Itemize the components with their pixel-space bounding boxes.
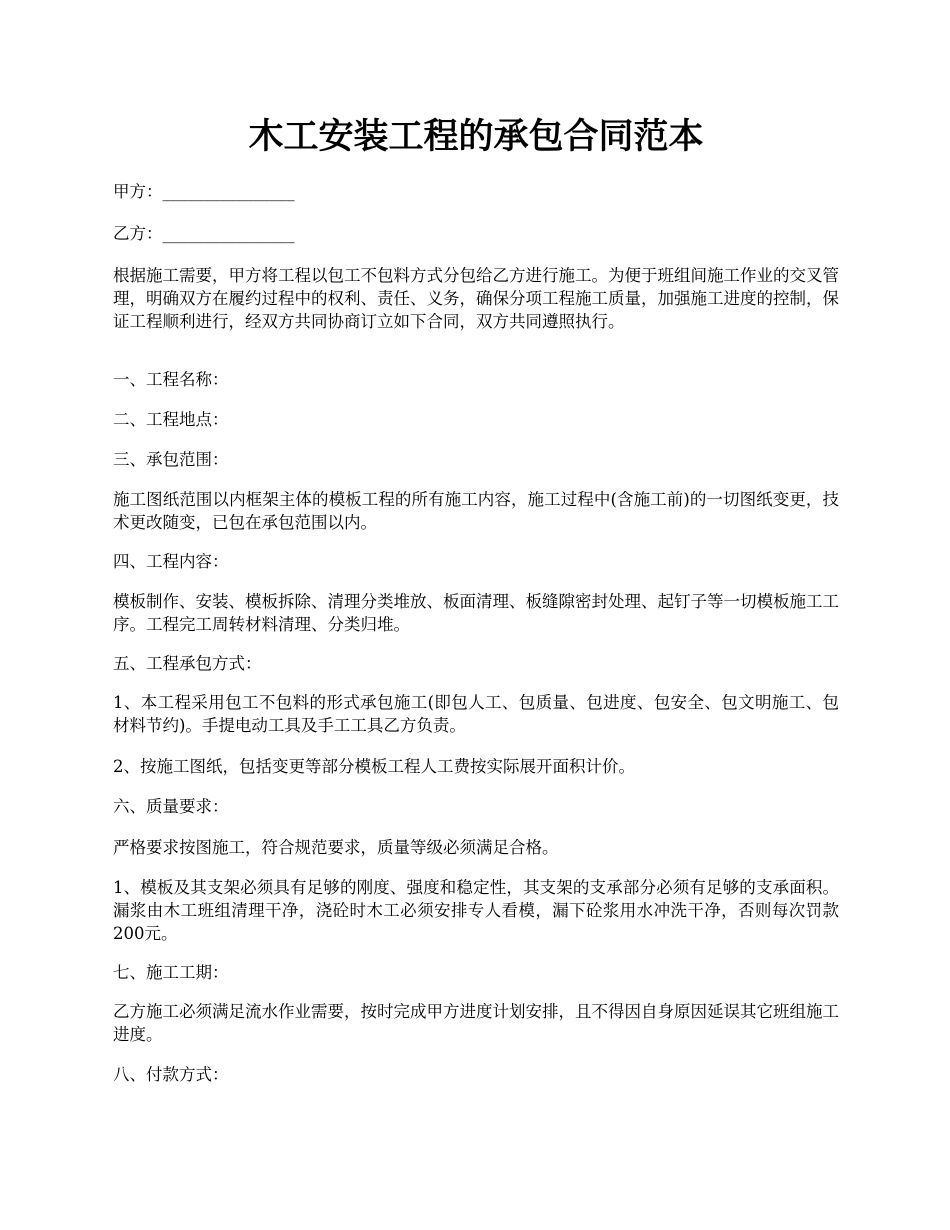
section-5-item-2: 2、按施工图纸，包括变更等部分模板工程人工费按实际展开面积计价。 (113, 757, 635, 776)
section-1-heading: 一、工程名称： (113, 370, 229, 389)
section-6-heading: 六、质量要求： (113, 797, 229, 816)
section-2-heading: 二、工程地点： (113, 410, 229, 429)
section-5-heading: 五、工程承包方式： (113, 654, 262, 673)
intro-paragraph: 根据施工需要，甲方将工程以包工不包料方式分包给乙方进行施工。为便于班组间施工作业的交叉管理，明确双方在履约过程中的权利、责任、义务，确保分项工程施工质量，加强施工进度的控制，保证工程顺利进行，经双方共同协商订立如下合同，双方共同遵照执行。 (113, 266, 839, 331)
section-6-text: 严格要求按图施工，符合规范要求，质量等级必须满足合格。 (113, 838, 559, 857)
section-3-text: 施工图纸范围以内框架主体的模板工程的所有施工内容，施工过程中(含施工前)的一切图纸变更，技术更改随变，已包在承包范围以内。 (113, 490, 839, 532)
document-title: 木工安装工程的承包合同范本 (248, 116, 704, 157)
section-5-item-1: 1、本工程采用包工不包料的形式承包施工(即包人工、包质量、包进度、包安全、包文明施工、包材料节约)。手提电动工具及手工工具乙方负责。 (113, 693, 839, 735)
party-b-line: 乙方：________________ (113, 224, 295, 243)
section-3-heading: 三、承包范围： (113, 450, 229, 469)
party-a-line: 甲方：________________ (113, 182, 295, 201)
section-4-text: 模板制作、安装、模板拆除、清理分类堆放、板面清理、板缝隙密封处理、起钉子等一切模板施工工序。工程完工周转材料清理、分类归堆。 (113, 592, 839, 634)
section-6-item-1: 1、模板及其支架必须具有足够的刚度、强度和稳定性，其支架的支承部分必须有足够的支承面积。漏浆由木工班组清理干净，浇砼时木工必须安排专人看模，漏下砼浆用水冲洗干净，否则每次罚款200元。 (113, 878, 839, 943)
section-4-heading: 四、工程内容： (113, 552, 229, 571)
section-7-heading: 七、施工工期： (113, 963, 229, 982)
section-7-text: 乙方施工必须满足流水作业需要，按时完成甲方进度计划安排，且不得因自身原因延误其它班组施工进度。 (113, 1002, 839, 1044)
section-8-heading: 八、付款方式： (113, 1065, 229, 1084)
